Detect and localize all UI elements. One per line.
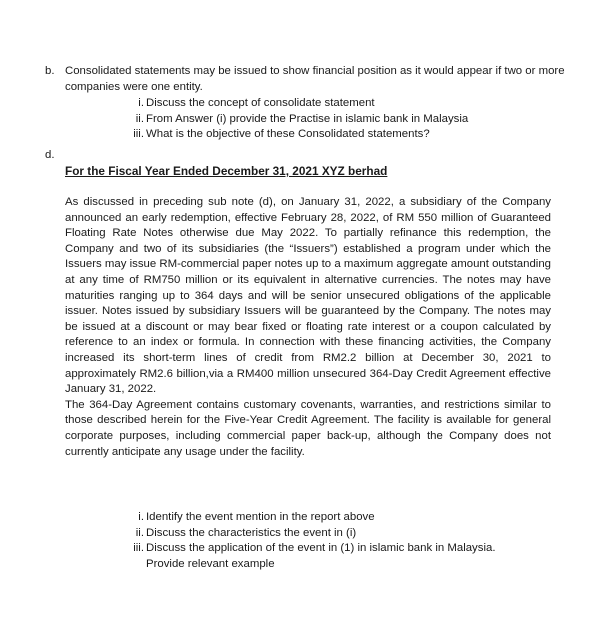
subquestion-number: ii. bbox=[135, 112, 144, 125]
subquestion-text: Discuss the application of the event in (1) in islamic bank in Malaysia. bbox=[146, 542, 496, 555]
subquestion-number: iii. bbox=[133, 128, 144, 141]
subquestion-b-i bbox=[130, 96, 560, 112]
subquestion-b-ii bbox=[130, 112, 560, 128]
question-d-marker: d. bbox=[45, 149, 55, 161]
question-d-subquestions bbox=[130, 510, 560, 572]
subquestion-number: i. bbox=[138, 97, 144, 109]
subquestion-text: What is the objective of these Consolidated statements? bbox=[146, 128, 430, 141]
question-b bbox=[45, 64, 565, 95]
question-d-body bbox=[65, 195, 551, 460]
subquestion-d-ii bbox=[130, 526, 560, 542]
subquestion-number: ii. bbox=[135, 526, 144, 539]
subquestion-text: Discuss the characteristics the event in (i) bbox=[146, 526, 357, 539]
question-d-heading: For the Fiscal Year Ended December 31, 2021 XYZ berhad bbox=[65, 164, 388, 178]
subquestion-continuation: Provide relevant example bbox=[146, 557, 275, 570]
subquestion-number: i. bbox=[138, 511, 144, 523]
question-b-marker: b. bbox=[45, 65, 55, 77]
question-b-subquestions bbox=[130, 96, 560, 143]
subquestion-number: iii. bbox=[133, 542, 144, 555]
subquestion-d-iii bbox=[130, 541, 560, 572]
question-d-paragraph-2: The 364-Day Agreement contains customary covenants, warranties, and restrictions similar to those described herein for the Five-Year Credit Agreement. The facility is available for general corporate purposes, including commercial paper back-up, although the Company does not currently anticipate any usage under the facility. bbox=[65, 398, 551, 458]
subquestion-text: From Answer (i) provide the Practise in islamic bank in Malaysia bbox=[146, 112, 469, 125]
question-d-paragraph-1: As discussed in preceding sub note (d), on January 31, 2022, a subsidiary of the Company announced an early redemption, effective February 28, 2022, of RM 550 million of Guaranteed Floating Rate Notes otherwise due May 2022. To partially refinance this redemption, the Company and two of its subsidiaries (the “Issuers”) established a program under which the Issuers may issue RM-commercial paper notes up to a maximum aggregate amount outstanding at any time of RM750 million or its equivalent in alternative currencies. The notes may have maturities ranging up to 364 days and will be senior unsecured obligations of the applicable issuer. Notes issued by subsidiary Issuers will be guaranteed by the Company. The notes may be issued at a discount or may bear fixed or floating rate interest or a coupon calculated by reference to an index or formula. In connection with these financing activities, the Company increased its short-term lines of credit from RM2.2 billion at December 30, 2021 to approximately RM2.6 billion,via a RM400 million unsecured 364-Day Credit Agreement effective January 31, 2022. bbox=[65, 196, 551, 396]
subquestion-d-i bbox=[130, 510, 560, 526]
question-b-stem: Consolidated statements may be issued to show financial position as it would appear if two or more companies were one entity. bbox=[65, 65, 565, 93]
subquestion-text: Identify the event mention in the report above bbox=[146, 511, 375, 523]
subquestion-b-iii bbox=[130, 127, 560, 143]
subquestion-text: Discuss the concept of consolidate statement bbox=[146, 97, 375, 109]
